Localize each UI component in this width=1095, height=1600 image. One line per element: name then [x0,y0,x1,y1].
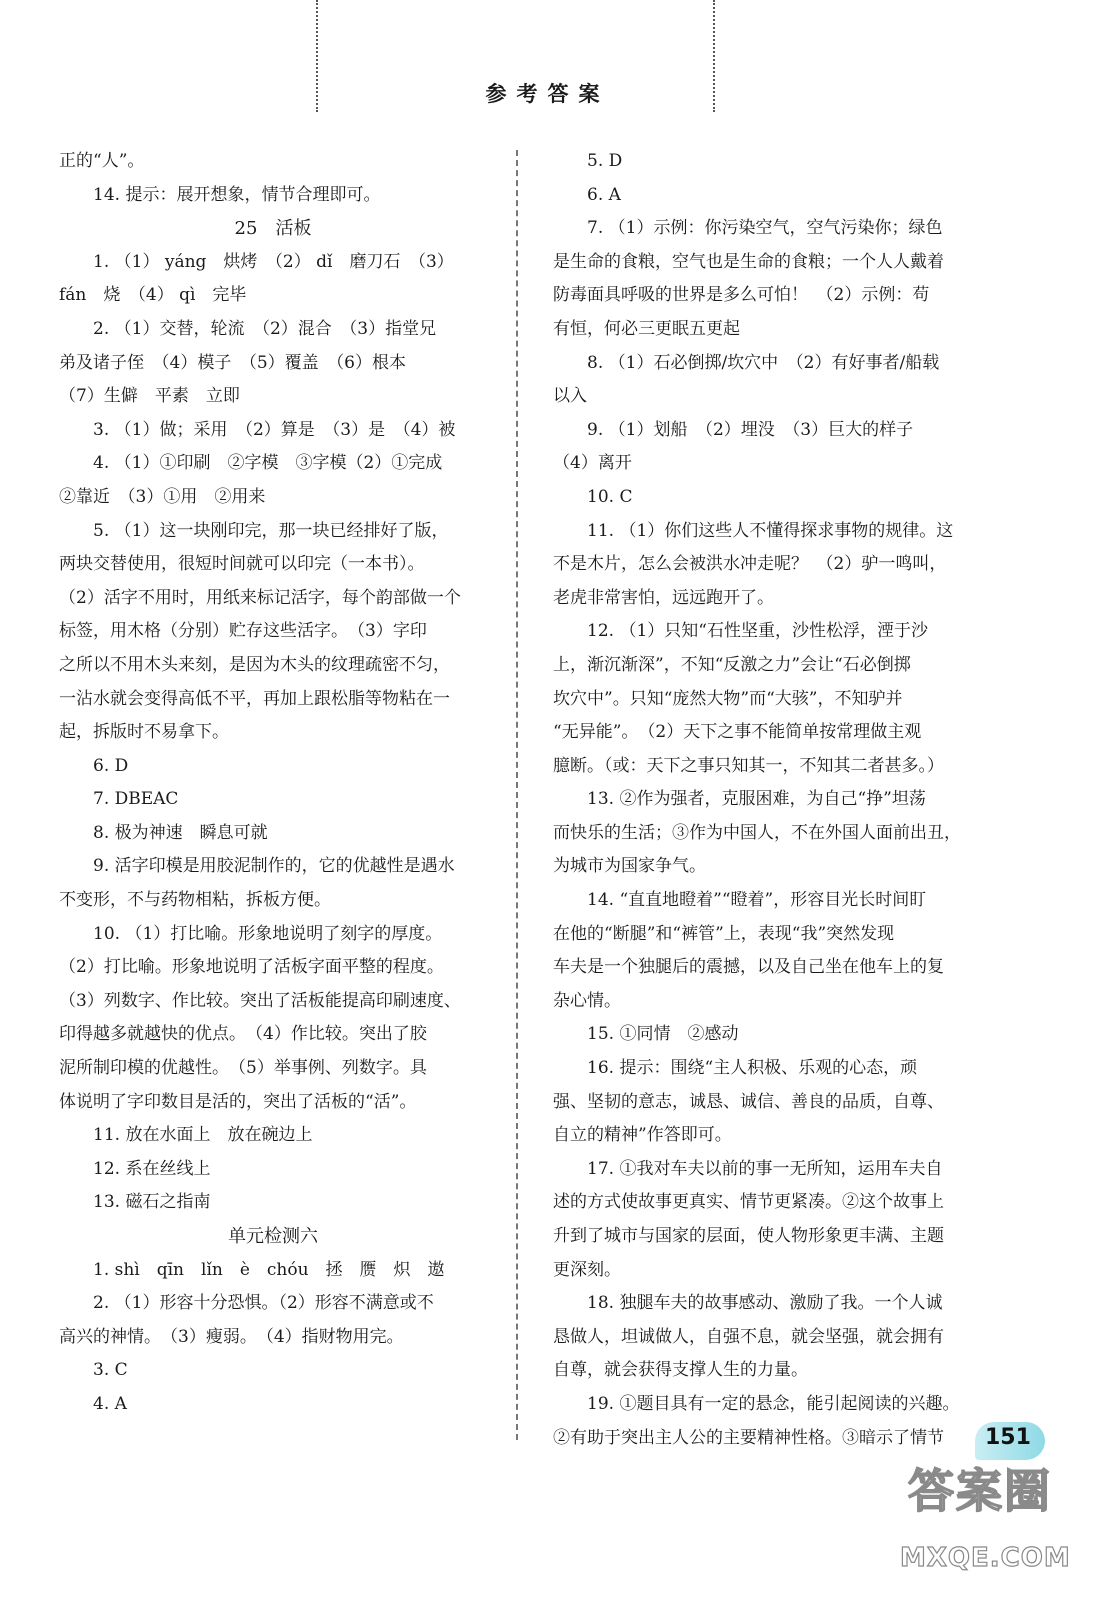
section-heading: 25 活板 [234,218,312,240]
answer-line: 杂心情。 [553,990,621,1011]
answer-line: 3. （1）做；采用 （2）算是 （3）是 （4）被 [93,419,456,440]
answer-line: 泥所制印模的优越性。 （5）举事例、列数字。具 [59,1058,427,1079]
answer-line: 4. （1）①印刷 ②字模 ③字模（2）①完成 [93,453,443,474]
answer-line: 车夫是一个独腿后的震撼，以及自己坐在他车上的复 [553,957,944,978]
answer-line: 9. （1）划船 （2）埋没 （3）巨大的样子 [587,419,914,440]
answer-line: 11. （1）你们这些人不懂得探求事物的规律。这 [587,520,954,541]
answer-line: 臆断。（或：天下之事只知其一，不知其二者甚多。） [553,755,944,776]
answer-line: （2）打比喻。形象地说明了活板字面平整的程度。 [59,957,444,978]
answer-line: 10. C [587,486,633,507]
answer-line: 恳做人，坦诚做人，自强不息，就会坚强，就会拥有 [553,1326,944,1347]
answer-line: 在他的“断腿”和“裤管”上，表现“我”突然发现 [553,923,895,944]
answer-line: ②靠近 （3）①用 ②用来 [59,486,266,507]
answer-line: （7）生僻 平素 立即 [59,386,240,407]
answer-line: 12. （1）只知“石性坚重，沙性松浮，湮于沙 [587,621,928,642]
answer-line: 8. 极为神速 瞬息可就 [93,822,268,843]
answer-line: 升到了城市与国家的层面，使人物形象更丰满、主题 [553,1226,944,1246]
answer-line: 18. 独腿车夫的故事感动、激励了我。一个人诚 [587,1293,943,1314]
answer-line: 不是木片，怎么会被洪水冲走呢？ （2）驴一鸣叫， [553,554,947,575]
answer-line: 为城市为国家争气。 [553,856,706,877]
answer-line: 13. ②作为强者，克服困难，为自己“挣”坦荡 [587,789,926,810]
answer-line: 14. “直直地瞪着”“瞪着”，形容目光长时间盯 [587,890,927,911]
answer-line: 7. DBEAC [93,789,179,810]
answer-line: 体说明了字印数目是活的，突出了活板的“活”。 [59,1091,417,1112]
watermark-text-bottom: MXQE.COM [900,1543,1071,1573]
answer-line: 正的“人”。 [59,151,145,171]
column-divider [516,150,518,1440]
answer-line: 而快乐的生活；③作为中国人，不在外国人面前出丑， [553,822,961,843]
answer-line: 3. C [93,1360,128,1381]
answer-line: 老虎非常害怕，远远跑开了。 [553,587,774,608]
answer-line: 2. （1）形容十分恐惧。（2）形容不满意或不 [93,1293,434,1314]
section-heading: 单元检测六 [228,1226,318,1247]
page-title: 参考答案 [485,82,610,106]
answer-line: 6. A [587,184,621,205]
answer-line: 有恒，何必三更眠五更起 [553,318,740,339]
answer-line: 高兴的神情。 （3）瘦弱。 （4）指财物用完。 [59,1326,404,1347]
answer-line: 述的方式使故事更真实、情节更紧凑。②这个故事上 [553,1192,944,1213]
answer-line: 7. （1）示例：你污染空气，空气污染你；绿色 [587,218,943,239]
answer-line: 10. （1）打比喻。形象地说明了刻字的厚度。 [93,923,443,944]
answer-line: 自尊，就会获得支撑人生的力量。 [553,1360,808,1381]
answer-line: 4. A [93,1393,127,1414]
answer-line: 之所以不用木头来刻，是因为木头的纹理疏密不匀， [59,654,450,675]
answer-line: 防毒面具呼吸的世界是多么可怕！ （2）示例：苟 [553,285,930,306]
answer-line: 14. 提示：展开想象，情节合理即可。 [93,184,381,205]
answer-line: fán 烧 （4） qì 完毕 [59,285,247,306]
answer-line: 以入 [553,386,587,407]
answer-line: 不变形，不与药物相粘，拆板方便。 [59,890,331,911]
answer-line: （4）离开 [553,453,632,474]
answer-line: 5. D [587,151,623,171]
answer-line: 强、坚韧的意志，诚恳、诚信、善良的品质，自尊、 [553,1091,944,1112]
answer-line: 起，拆版时不易拿下。 [59,722,229,743]
answer-line: ②有助于突出主人公的主要精神性格。③暗示了情节 [553,1427,944,1448]
answer-line: 上，渐沉渐深”，不知“反激之力”会让“石必倒掷 [553,654,911,675]
answer-line: 更深刻。 [553,1259,621,1280]
answer-line: （2）活字不用时，用纸来标记活字，每个韵部做一个 [59,587,461,608]
answer-line: 9. 活字印模是用胶泥制作的，它的优越性是遇水 [93,856,455,877]
answer-line: 5. （1）这一块刚印完，那一块已经排好了版， [93,520,449,541]
answer-line: 一沾水就会变得高低不平，再加上跟松脂等物粘在一 [59,688,450,709]
answer-line: 是生命的食粮，空气也是生命的食粮；一个人人戴着 [553,251,944,272]
watermark-text-top: 答案圈 [908,1464,1052,1518]
answer-line: 6. D [93,755,129,776]
answer-line: 两块交替使用，很短时间就可以印完（一本书）。 [59,554,425,575]
watermark-logo [900,1455,1090,1595]
answer-line: 8. （1）石必倒掷/坎穴中 （2）有好事者/船载 [587,352,940,373]
answer-line: 2. （1）交替，轮流 （2）混合 （3）指堂兄 [93,318,437,339]
answer-line: 1. （1） yáng 烘烤 （2） dǐ 磨刀石 （3） [93,251,454,272]
answer-line: 12. 系在丝线上 [93,1158,211,1179]
answer-line: 1. shì qīn lǐn è chóu 拯 赝 炽 遨 [93,1259,445,1280]
answer-line: 自立的精神”作答即可。 [553,1125,732,1146]
answer-line: 17. ①我对车夫以前的事一无所知，运用车夫自 [587,1158,943,1179]
answer-line: “无异能”。 （2）天下之事不能简单按常理做主观 [553,722,922,743]
answer-line: 15. ①同情 ②感动 [587,1024,739,1045]
answer-line: 16. 提示：围绕“主人积极、乐观的心态，顽 [587,1058,918,1079]
answer-line: 弟及诸子侄 （4）模子 （5）覆盖 （6）根本 [59,352,406,373]
answer-line: （3）列数字、作比较。突出了活板能提高印刷速度、 [59,990,461,1011]
left-column [59,145,487,1422]
answer-line: 11. 放在水面上 放在碗边上 [93,1125,313,1146]
answer-line: 坎穴中”。只知“庞然大物”而“大骇”，不知驴并 [553,688,903,709]
right-column [553,145,981,1455]
answer-line: 19. ①题目具有一定的悬念，能引起阅读的兴趣。 [587,1393,960,1414]
answer-line: 标签，用木格（分别）贮存这些活字。 （3）字印 [59,621,427,642]
answer-line: 13. 磁石之指南 [93,1192,211,1213]
answer-line: 印得越多就越快的优点。 （4）作比较。突出了胶 [59,1024,427,1045]
page-number: 151 [985,1425,1031,1450]
